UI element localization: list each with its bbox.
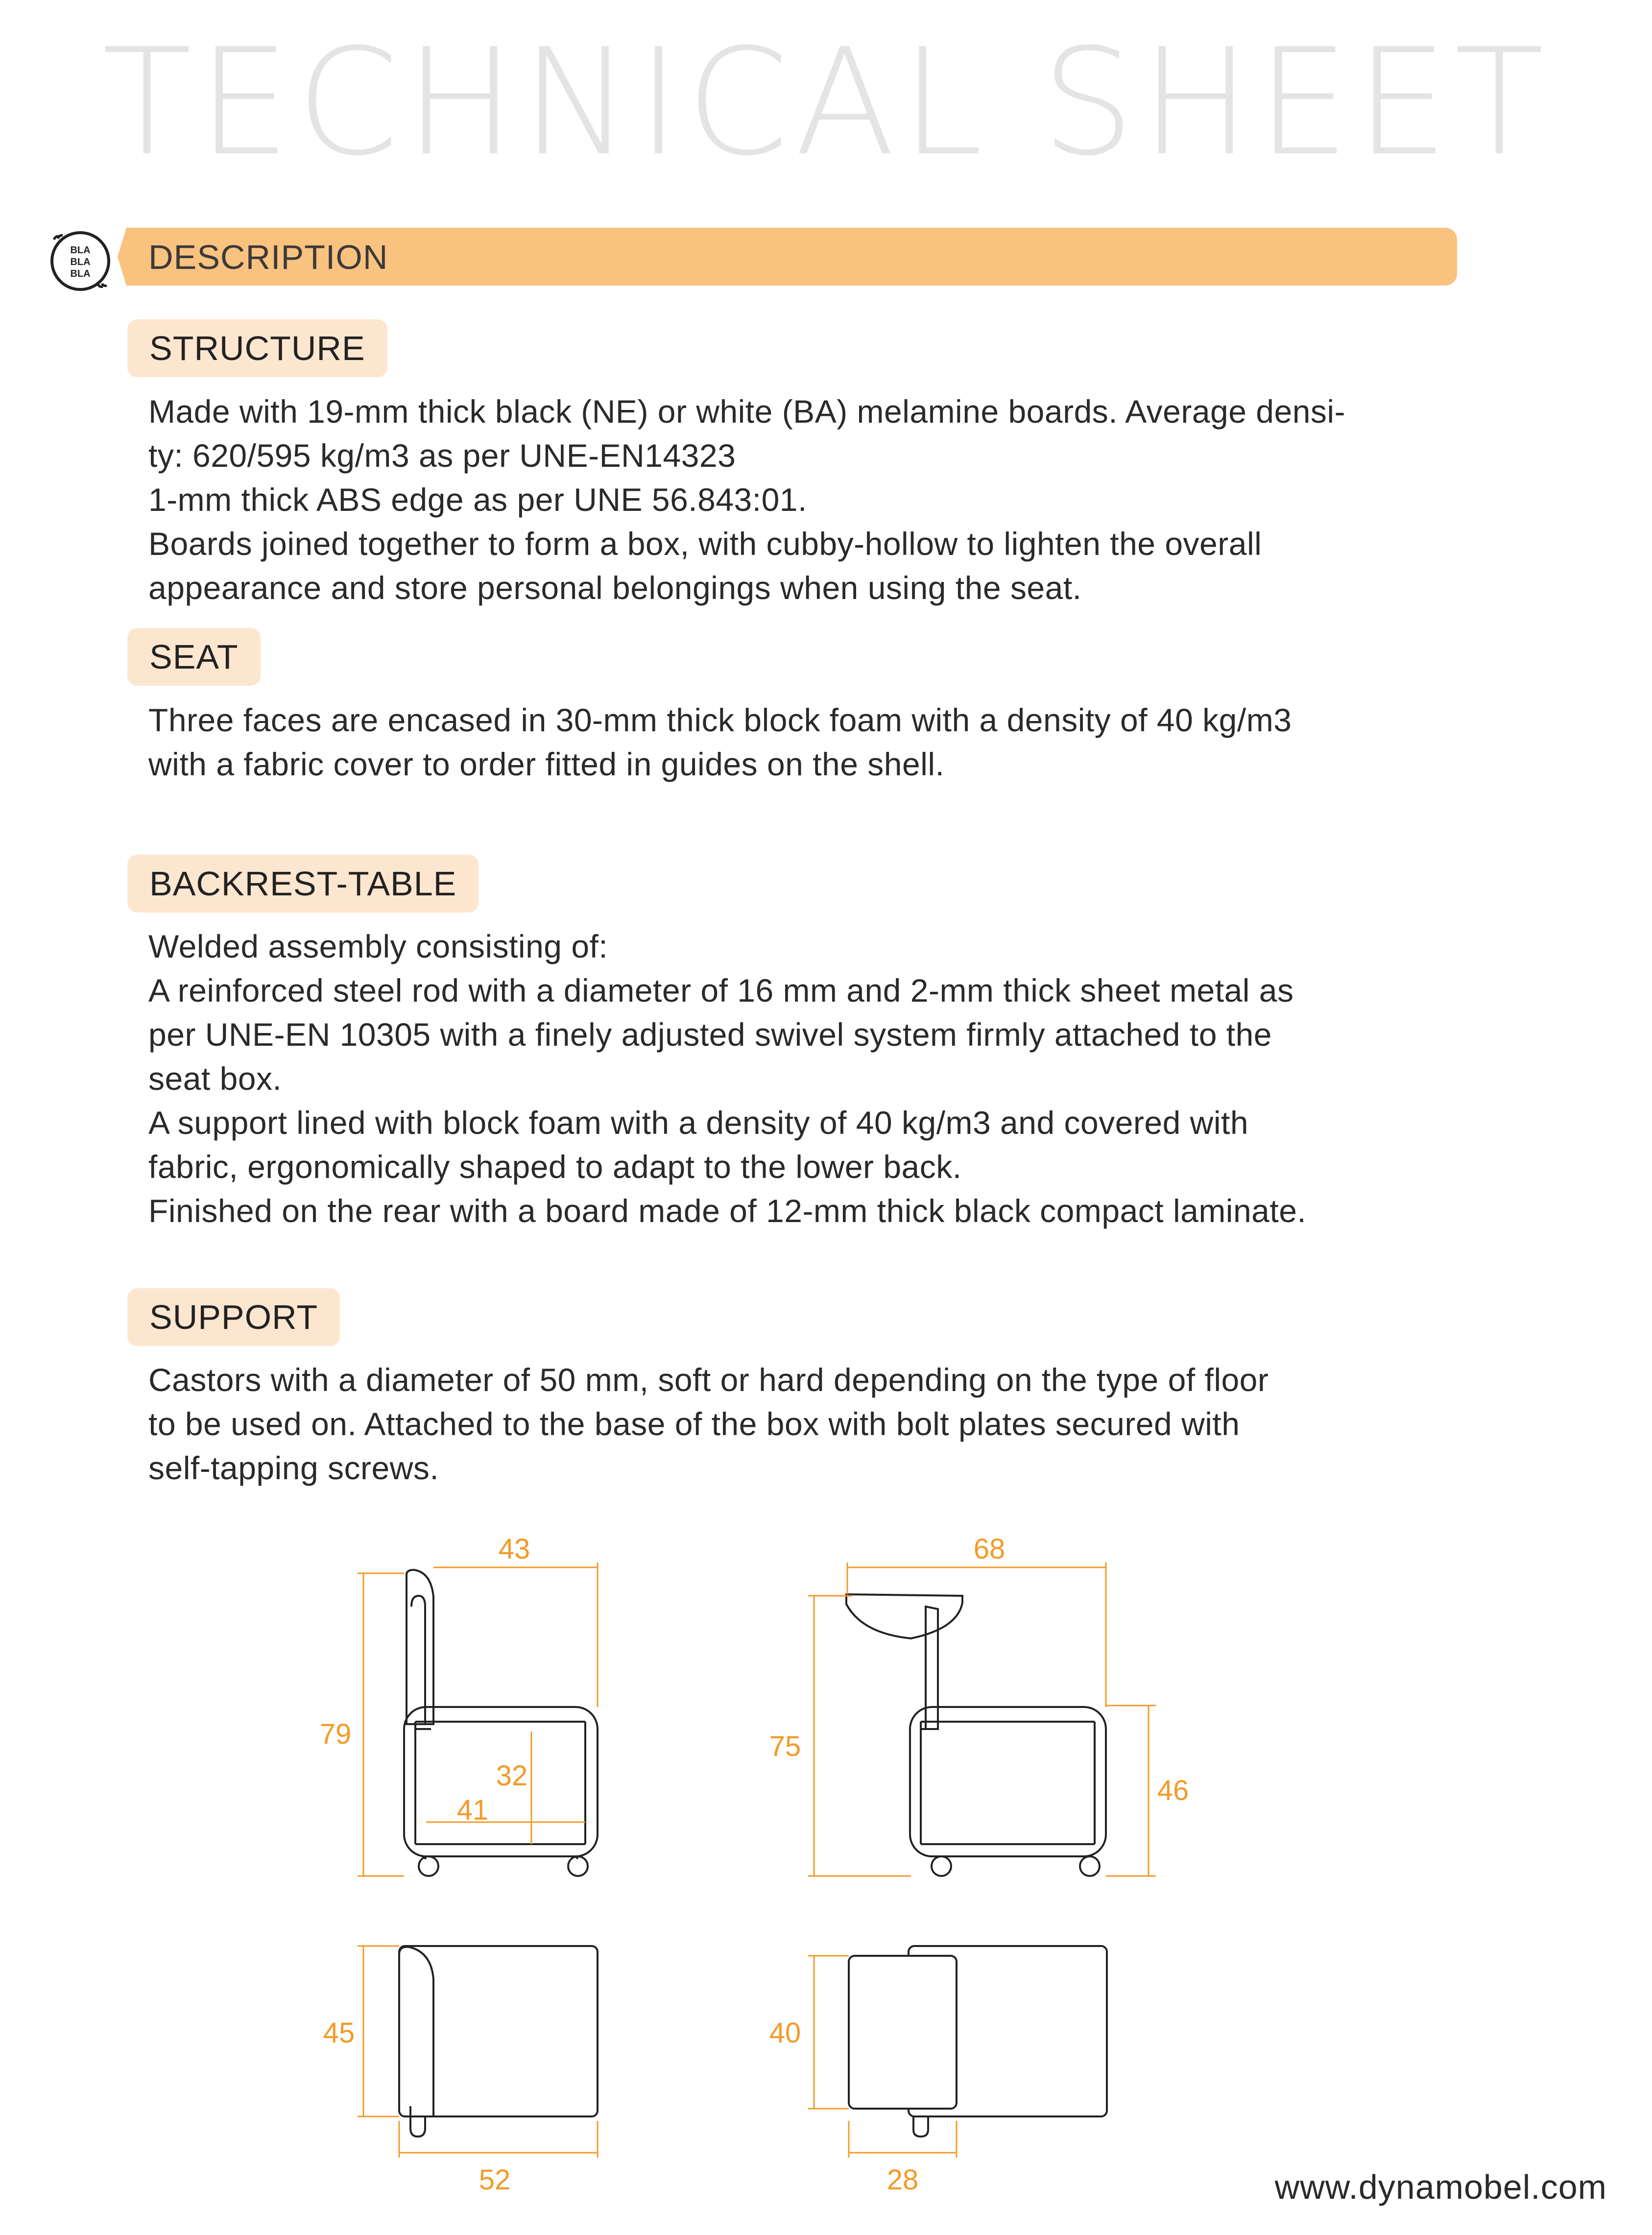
icon-text-3: BLA xyxy=(70,268,91,279)
support-tag: SUPPORT xyxy=(127,1288,340,1346)
backrest-line: seat box. xyxy=(148,1060,282,1097)
seat-line: Three faces are encased in 30-mm thick block foam with a density of 40 kg/m3 xyxy=(148,702,1292,738)
structure-line: Boards joined together to form a box, with cubby-hollow to lighten the overall xyxy=(148,526,1262,562)
support-line: Castors with a diameter of 50 mm, soft or hard depending on the type of floor xyxy=(148,1362,1269,1398)
icon-text-2: BLA xyxy=(70,257,91,267)
dimension-chair-width: 43 xyxy=(498,1533,530,1565)
dimension-top-table-width: 28 xyxy=(886,2164,919,2196)
seat-line: with a fabric cover to order fitted in guides on the shell. xyxy=(148,746,945,782)
side-view-chair xyxy=(404,1570,598,1876)
backrest-line: A reinforced steel rod with a diameter of 16 mm and 2-mm thick sheet metal as xyxy=(148,972,1294,1009)
backrest-line: per UNE-EN 10305 with a finely adjusted swivel system firmly attached to the xyxy=(148,1016,1272,1053)
dimension-chair-inner-depth: 41 xyxy=(456,1794,489,1826)
dimension-table-height: 75 xyxy=(769,1730,801,1762)
structure-line: 1-mm thick ABS edge as per UNE 56.843:01. xyxy=(148,481,807,518)
support-line: self-tapping screws. xyxy=(148,1450,439,1486)
dimension-table-seat-height: 46 xyxy=(1157,1775,1189,1806)
backrest-line: A support lined with block foam with a density of 40 kg/m3 and covered with xyxy=(148,1105,1249,1141)
description-label: DESCRIPTION xyxy=(148,238,388,276)
structure-tag: STRUCTURE xyxy=(127,319,387,377)
dimension-top-chair-depth: 45 xyxy=(323,2017,355,2049)
structure-line: Made with 19-mm thick black (NE) or white (BA) melamine boards. Average densi- xyxy=(148,393,1346,430)
seat-tag: SEAT xyxy=(127,628,261,686)
top-view-table xyxy=(849,1946,1107,2137)
backrest-line: fabric, ergonomically shaped to adapt to the lower back. xyxy=(148,1149,962,1185)
dimension-chair-inner-height: 32 xyxy=(496,1760,528,1792)
backrest-line: Welded assembly consisting of: xyxy=(148,928,608,964)
website-link[interactable]: www.dynamobel.com xyxy=(1274,2168,1607,2206)
structure-line: ty: 620/595 kg/m3 as per UNE-EN14323 xyxy=(148,437,736,474)
structure-line: appearance and store personal belongings when using the seat. xyxy=(148,570,1082,606)
dimension-chair-height: 79 xyxy=(319,1718,352,1750)
icon-text-1: BLA xyxy=(70,245,91,256)
page-title: TECHNICAL SHEET xyxy=(102,17,1550,188)
backrest-table-tag: BACKREST-TABLE xyxy=(127,855,479,913)
dimension-top-table-depth: 40 xyxy=(769,2017,801,2049)
dimension-top-chair-width: 52 xyxy=(479,2164,511,2196)
side-view-table xyxy=(846,1594,1106,1876)
backrest-line: Finished on the rear with a board made of 12-mm thick black compact laminate. xyxy=(148,1193,1307,1229)
side-view-chair-dimensions xyxy=(358,1562,598,1876)
support-line: to be used on. Attached to the base of the box with bolt plates secured with xyxy=(148,1406,1240,1442)
top-view-chair xyxy=(399,1946,598,2137)
dimension-table-width: 68 xyxy=(973,1533,1006,1565)
top-view-chair-dimensions xyxy=(358,1946,598,2158)
